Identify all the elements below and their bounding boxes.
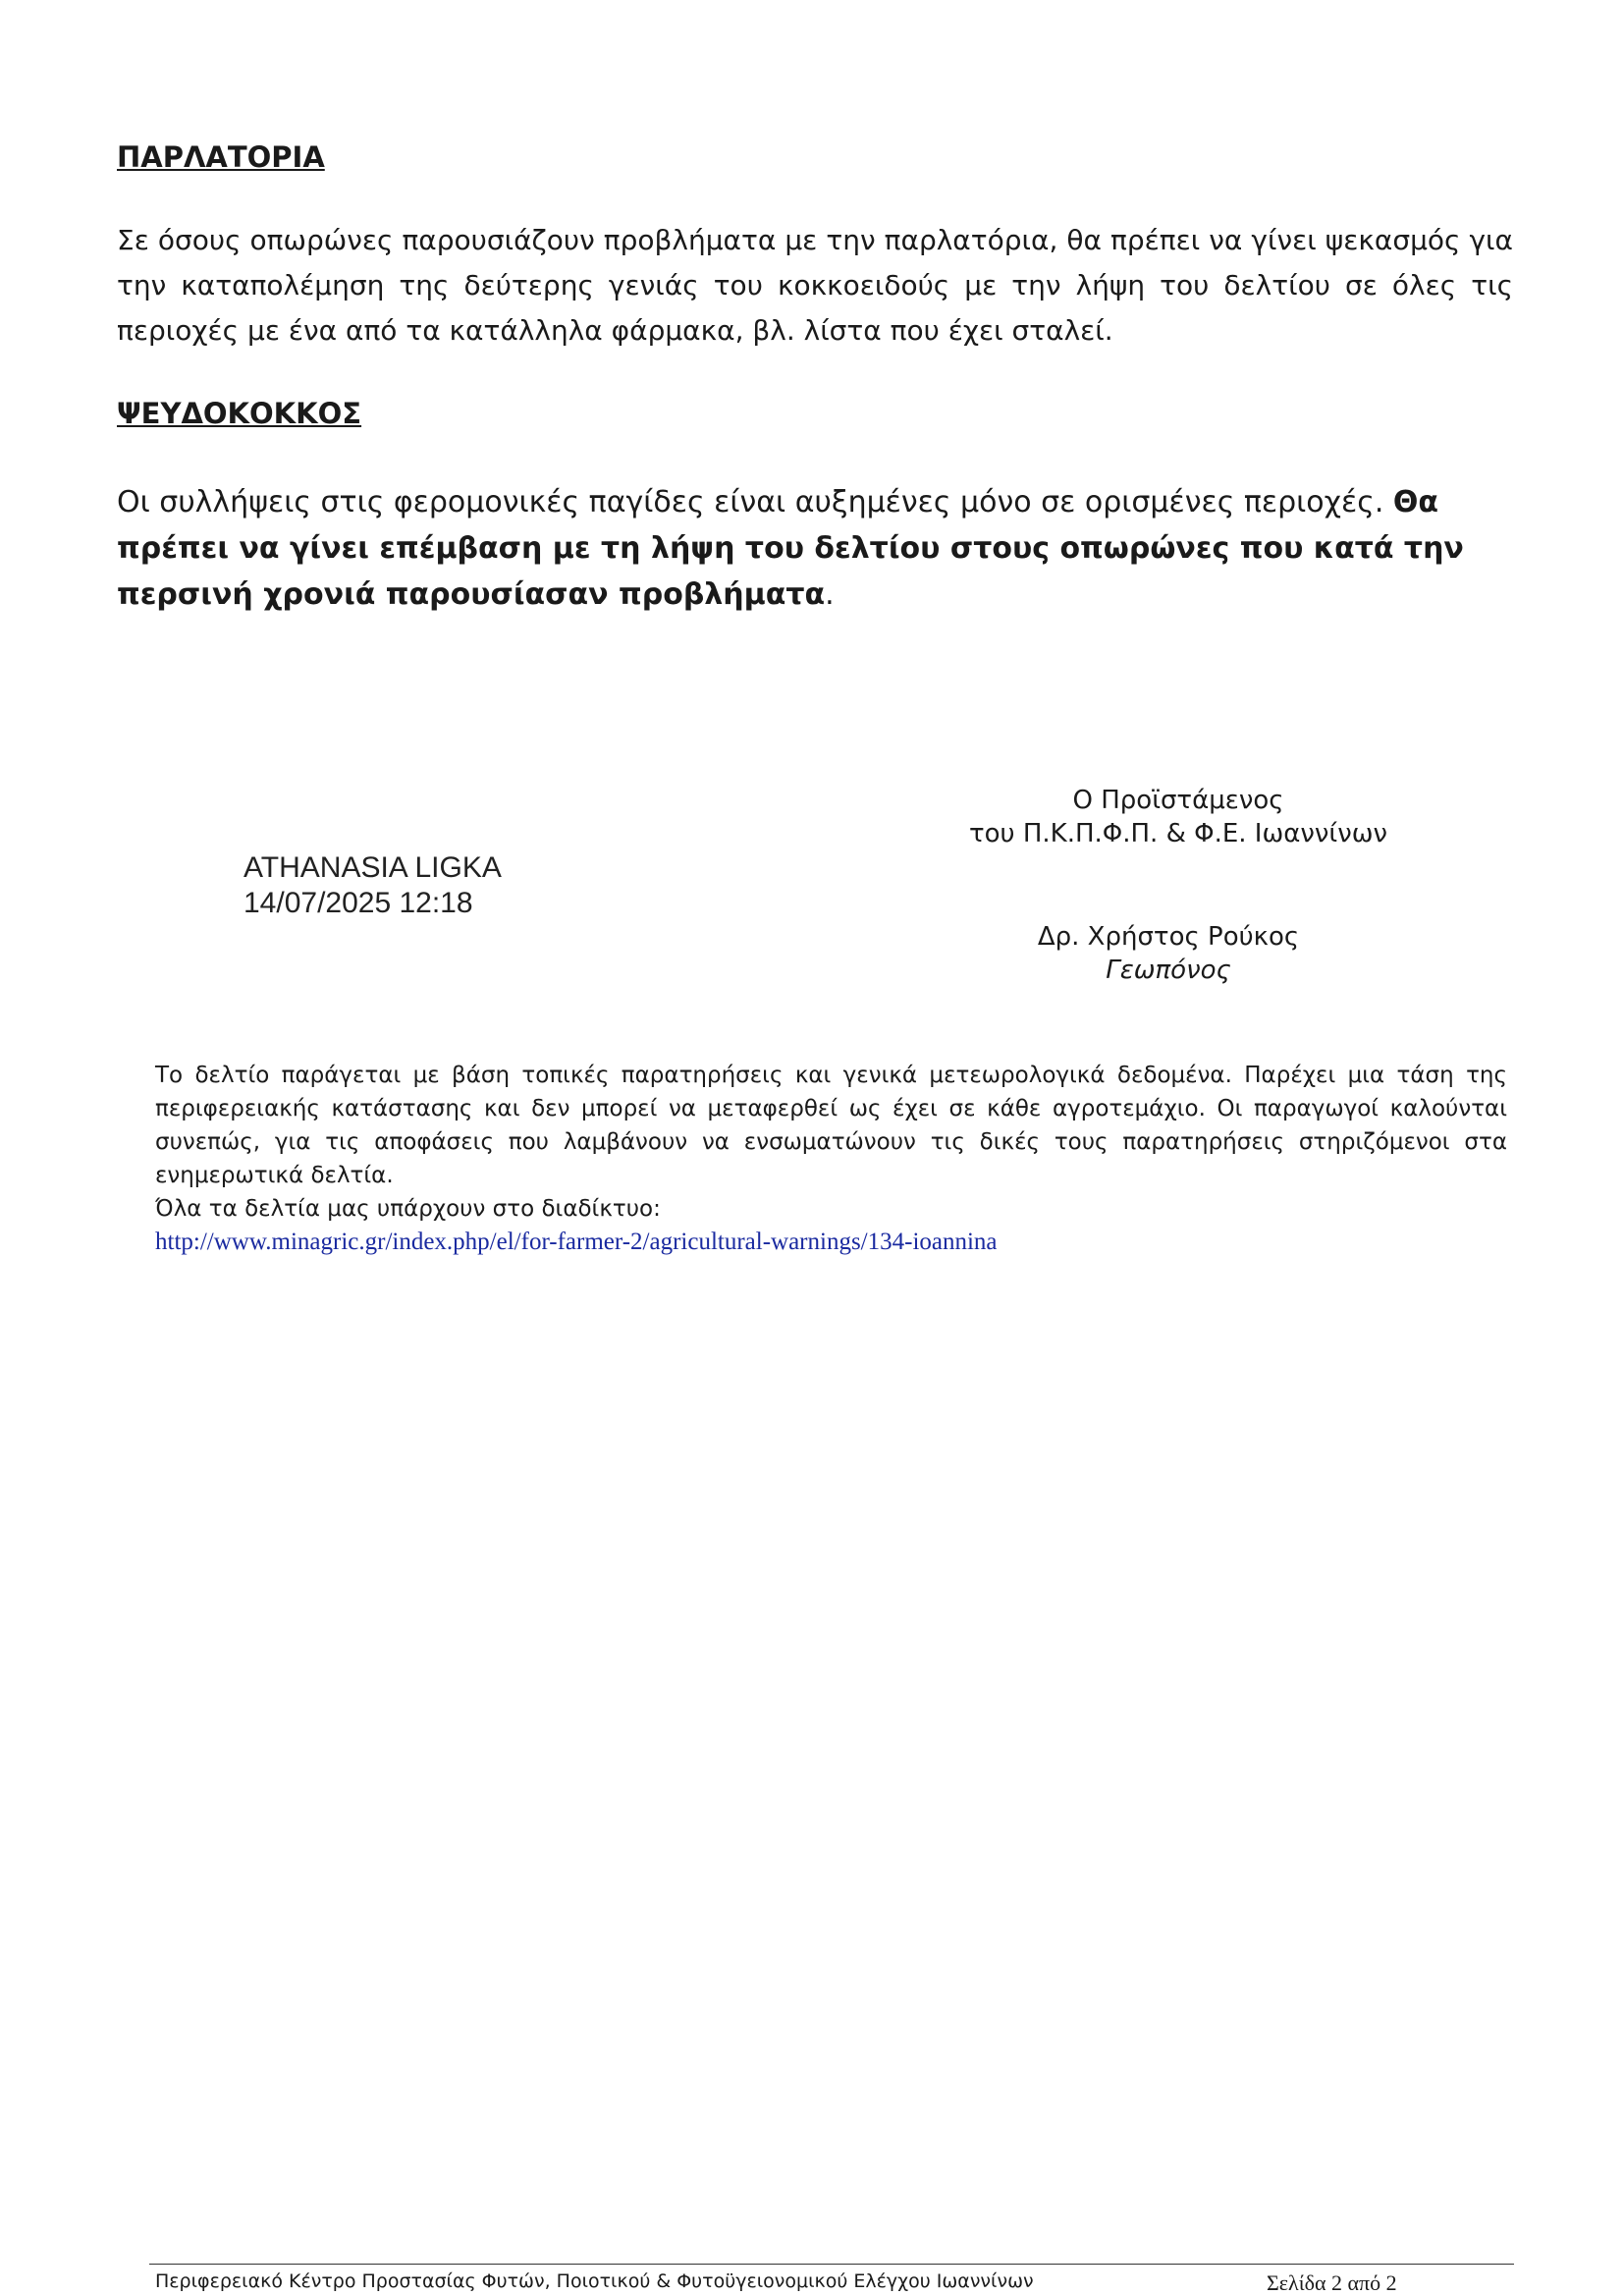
signature-title: [923, 784, 1434, 850]
section-heading-pseudokokkos: ΨΕΥΔΟΚΟΚΚΟΣ: [117, 397, 362, 430]
section-text-parlatoria: Σε όσους οπωρώνες παρουσιάζουν προβλήματα με την παρλατόρια, θα πρέπει να γίνει ψεκασμός για την καταπολέμηση της δεύτερης γενιάς του κοκκοειδούς με την λήψη του δελτίου σε όλες τις περιοχές με ένα από τα κατάλληλα φάρμακα, βλ. λίστα που έχει σταλεί.: [117, 224, 1513, 347]
footer-organization: Περιφερειακό Κέντρο Προστασίας Φυτών, Ποιοτικού & Φυτοϋγειονομικού Ελέγχου Ιωαννίνων: [155, 2270, 1034, 2292]
digital-signature-stamp: [243, 850, 502, 921]
online-label: Όλα τα δελτία μας υπάρχουν στο διαδίκτυο:: [155, 1196, 661, 1222]
section-text-plain: Οι συλλήψεις στις φερομονικές παγίδες είναι αυξημένες μόνο σε ορισμένες περιοχές.: [117, 485, 1384, 519]
disclaimer-text: Το δελτίο παράγεται με βάση τοπικές παρατηρήσεις και γενικά μετεωρολογικά δεδομένα. Παρέχει μια τάση της περιφερειακής κατάστασης και δεν μπορεί να μεταφερθεί ως έχει σε κάθε αγροτεμάχιο. Οι παραγωγοί καλούνται συνεπώς, για τις αποφάσεις που λαμβάνουν να ενσωματώνουν τις δικές τους παρατηρήσεις στηριζόμενοι στα ενημερωτικά δελτία.: [155, 1063, 1507, 1188]
signed-at-timestamp: 14/07/2025 12:18: [243, 887, 473, 919]
signature-name-block: [982, 920, 1355, 987]
signature-title-line1: Ο Προϊστάμενος: [1072, 786, 1284, 815]
footer-page-number: Σελίδα 2 από 2: [1267, 2270, 1397, 2295]
section-text-end: .: [825, 577, 835, 612]
signature-title-line2: του Π.Κ.Π.Φ.Π. & Φ.Ε. Ιωαννίνων: [968, 819, 1388, 848]
disclaimer-note: [155, 1059, 1507, 1259]
signatory-name: Δρ. Χρήστος Ρούκος: [1037, 922, 1300, 952]
section-text-pseudokokkos: [117, 479, 1491, 618]
signatory-profession: Γεωπόνος: [1106, 956, 1231, 985]
footer-divider: [149, 2264, 1514, 2265]
bulletins-link[interactable]: http://www.minagric.gr/index.php/el/for-farmer-2/agricultural-warnings/134-ioannina: [155, 1229, 998, 1255]
section-text-bold: Θα πρέπει να γίνει επέμβαση με τη λήψη του δελτίου στους οπωρώνες που κατά την περσινή χρονιά παρουσίασαν προβλήματα: [117, 485, 1464, 612]
section-heading-parlatoria: ΠΑΡΛΑΤΟΡΙΑ: [117, 140, 325, 174]
signed-by-name: ATHANASIA LIGKA: [243, 851, 502, 884]
